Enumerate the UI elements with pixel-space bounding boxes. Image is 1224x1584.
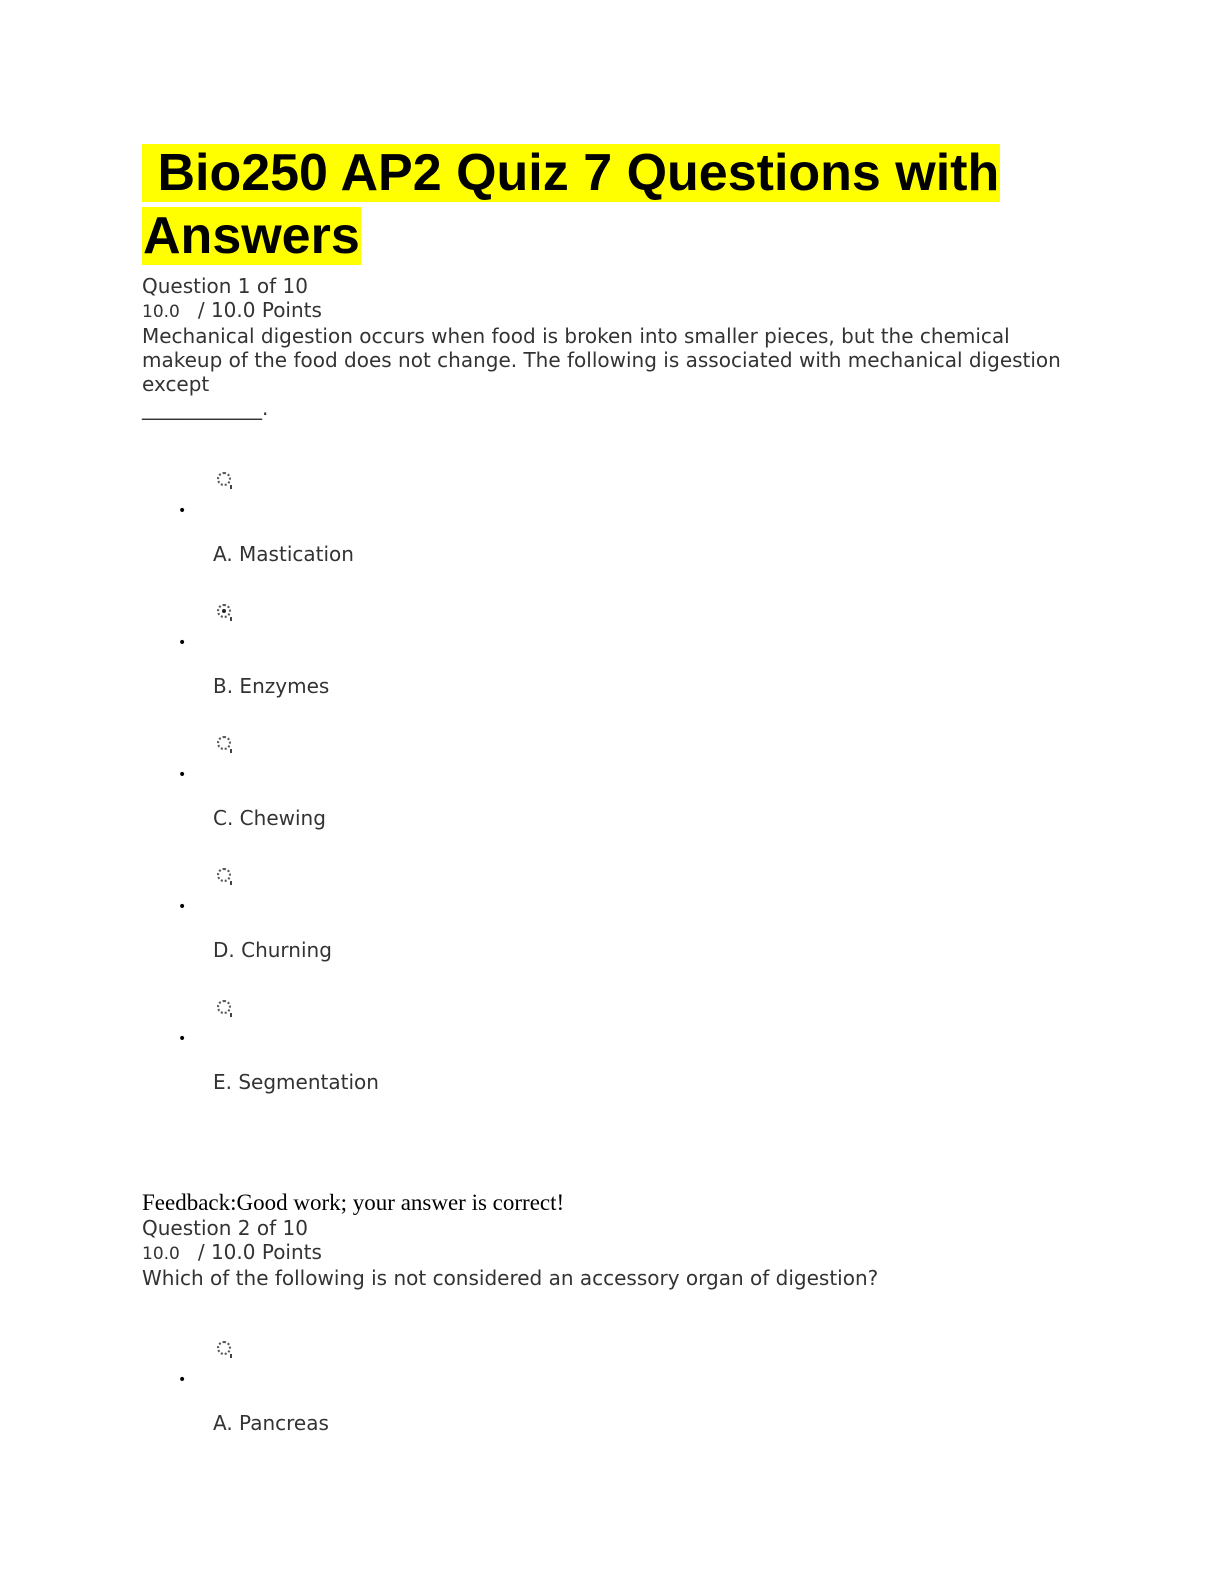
question-2 bbox=[142, 1216, 1102, 1290]
radio-button-c[interactable] bbox=[217, 736, 231, 750]
option-b[interactable] bbox=[142, 604, 742, 736]
question-2-points bbox=[142, 1240, 1102, 1266]
option-a-label[interactable]: A. Pancreas bbox=[213, 1411, 329, 1435]
option-e-label[interactable]: E. Segmentation bbox=[213, 1070, 379, 1094]
option-a[interactable] bbox=[142, 1341, 742, 1473]
radio-button-b-selected[interactable] bbox=[217, 604, 231, 618]
question-2-header: Question 2 of 10 bbox=[142, 1216, 308, 1240]
option-c-label[interactable]: C. Chewing bbox=[213, 806, 326, 830]
bullet-icon: • bbox=[178, 1031, 187, 1047]
title-highlight-line1 bbox=[142, 144, 1000, 202]
question-1-points-total: / 10.0 Points bbox=[197, 298, 322, 322]
question-1-score: 10.0 bbox=[142, 302, 180, 322]
option-e[interactable] bbox=[142, 1000, 742, 1132]
question-1-text: Mechanical digestion occurs when food is broken into smaller pieces, but the chemical makeup of the food does not change. The following is associated with mechanical digestion except bbox=[142, 324, 1061, 396]
question-1-feedback: Feedback:Good work; your answer is correct! bbox=[142, 1190, 565, 1215]
title-line1: Bio250 AP2 Quiz 7 Questions with bbox=[157, 144, 1000, 202]
question-2-score: 10.0 bbox=[142, 1244, 180, 1264]
question-1 bbox=[142, 274, 1102, 420]
radio-button-a[interactable] bbox=[217, 1341, 231, 1355]
document-title bbox=[142, 142, 1042, 268]
radio-button-a[interactable] bbox=[217, 472, 231, 486]
bullet-icon: • bbox=[178, 635, 187, 651]
bullet-icon: • bbox=[178, 1372, 187, 1388]
bullet-icon: • bbox=[178, 503, 187, 519]
option-c[interactable] bbox=[142, 736, 742, 868]
bullet-icon: • bbox=[178, 899, 187, 915]
question-1-blank: ____________. bbox=[142, 396, 269, 420]
radio-button-e[interactable] bbox=[217, 1000, 231, 1014]
title-highlight-line2 bbox=[142, 207, 361, 265]
radio-button-d[interactable] bbox=[217, 868, 231, 882]
question-2-text: Which of the following is not considered an accessory organ of digestion? bbox=[142, 1266, 879, 1290]
option-a[interactable] bbox=[142, 472, 742, 604]
option-a-label[interactable]: A. Mastication bbox=[213, 542, 354, 566]
bullet-icon: • bbox=[178, 767, 187, 783]
question-2-points-total: / 10.0 Points bbox=[197, 1240, 322, 1264]
option-b-label[interactable]: B. Enzymes bbox=[213, 674, 330, 698]
question-1-header: Question 1 of 10 bbox=[142, 274, 308, 298]
option-d[interactable] bbox=[142, 868, 742, 1000]
title-line2: Answers bbox=[143, 207, 360, 265]
option-d-label[interactable]: D. Churning bbox=[213, 938, 332, 962]
question-1-points bbox=[142, 298, 1102, 324]
